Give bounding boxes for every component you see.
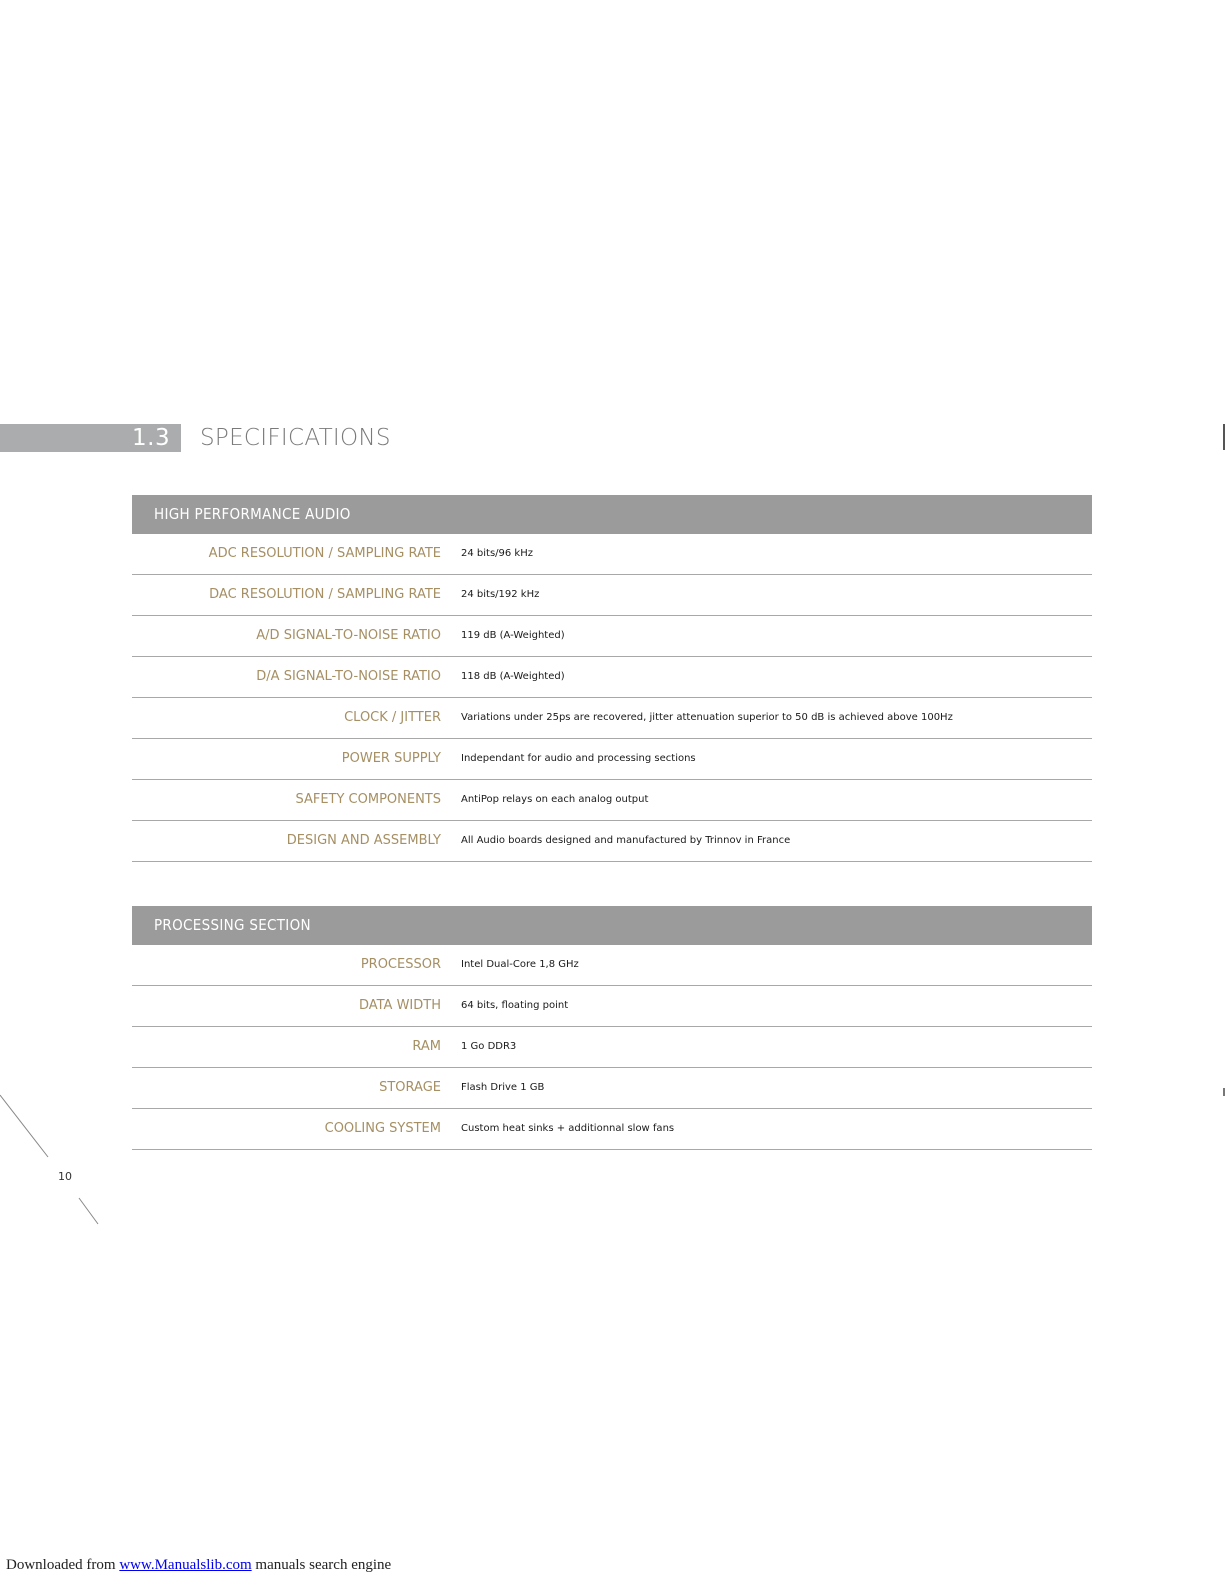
spec-label: POWER SUPPLY: [341, 751, 441, 766]
decorative-line-lower: [79, 1198, 98, 1224]
table-row: [132, 657, 1092, 698]
footer-prefix: Downloaded from: [6, 1557, 120, 1573]
spec-label: STORAGE: [379, 1080, 441, 1095]
spec-value: Independant for audio and processing sections: [461, 753, 696, 764]
spec-value: AntiPop relays on each analog output: [461, 794, 649, 805]
spec-value: All Audio boards designed and manufactured by Trinnov in France: [461, 835, 791, 846]
spec-value: 64 bits, floating point: [461, 1000, 569, 1011]
spec-label: DATA WIDTH: [358, 998, 441, 1013]
spec-value: Variations under 25ps are recovered, jitter attenuation superior to 50 dB is achieved above 100Hz: [461, 712, 953, 723]
spec-table-audio: [132, 495, 1092, 862]
spec-table-processing: [132, 906, 1092, 1150]
section-number: 1.3: [132, 425, 171, 451]
spec-value: 1 Go DDR3: [461, 1041, 517, 1052]
table-row: [132, 616, 1092, 657]
table-header: PROCESSING SECTION: [132, 906, 1092, 945]
table-row: [132, 698, 1092, 739]
table-header: HIGH PERFORMANCE AUDIO: [132, 495, 1092, 534]
table-row: [132, 986, 1092, 1027]
spec-value: Custom heat sinks + additionnal slow fans: [461, 1123, 675, 1134]
table-row: [132, 1068, 1092, 1109]
spec-label: ADC RESOLUTION / SAMPLING RATE: [208, 546, 441, 561]
spec-value: 118 dB (A-Weighted): [461, 671, 565, 682]
spec-label: DAC RESOLUTION / SAMPLING RATE: [209, 587, 441, 602]
spec-label: A/D SIGNAL-TO-NOISE RATIO: [256, 628, 441, 643]
spec-value: Intel Dual-Core 1,8 GHz: [461, 959, 579, 970]
spec-label: RAM: [412, 1039, 441, 1054]
spec-value: Flash Drive 1 GB: [461, 1082, 545, 1093]
table-row: [132, 575, 1092, 616]
spec-label: D/A SIGNAL-TO-NOISE RATIO: [256, 669, 441, 684]
spec-value: 24 bits/192 kHz: [461, 589, 540, 600]
spec-value: 24 bits/96 kHz: [461, 548, 533, 559]
spec-label: CLOCK / JITTER: [344, 710, 441, 725]
footer: [6, 1557, 391, 1574]
table-row: [132, 1109, 1092, 1150]
spec-value: 119 dB (A-Weighted): [461, 630, 565, 641]
section-title: SPECIFICATIONS: [200, 425, 391, 451]
table-row: [132, 534, 1092, 575]
spec-label: PROCESSOR: [360, 957, 441, 972]
footer-suffix: manuals search engine: [251, 1557, 392, 1573]
spec-label: DESIGN AND ASSEMBLY: [286, 833, 441, 848]
page-number-decoration: [0, 1090, 120, 1240]
table-row: [132, 739, 1092, 780]
page-number: 10: [58, 1170, 72, 1183]
manualslib-link[interactable]: www.Manualslib.com: [119, 1557, 252, 1573]
decorative-line-upper: [0, 1095, 48, 1157]
table-row: [132, 780, 1092, 821]
spec-label: COOLING SYSTEM: [324, 1121, 441, 1136]
table-row: [132, 945, 1092, 986]
table-row: [132, 821, 1092, 862]
table-row: [132, 1027, 1092, 1068]
spec-label: SAFETY COMPONENTS: [295, 792, 441, 807]
